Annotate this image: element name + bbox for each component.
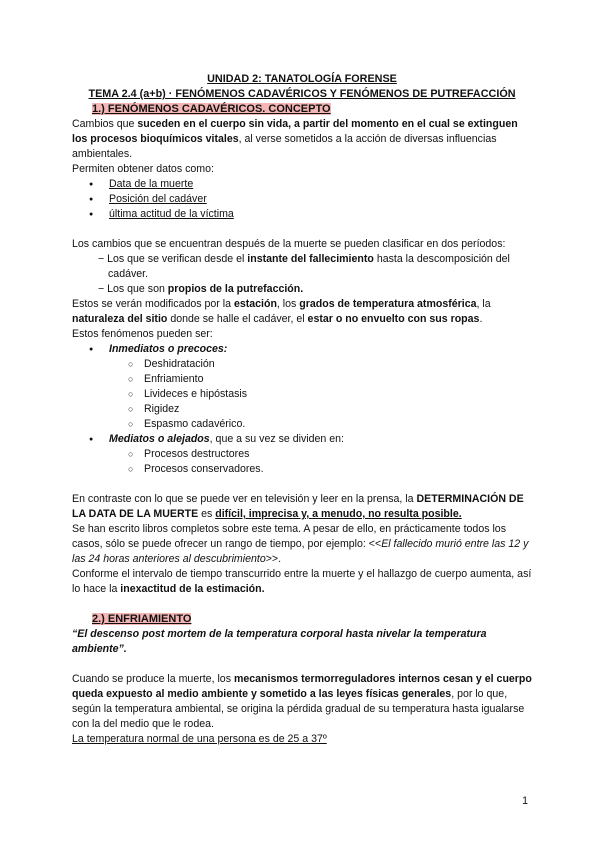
normal-temperature: La temperatura normal de una persona es de 25 a 37º (72, 733, 327, 745)
list-item: ● Posición del cadáver (72, 192, 532, 207)
list-item: ○ Deshidratación (72, 357, 532, 372)
topic-title: TEMA 2.4 (a+b) · FENÓMENOS CADAVÉRICOS Y FENÓMENOS DE PUTREFACCIÓN (88, 88, 516, 100)
periods-intro: Los cambios que se encuentran después de la muerte se pueden clasificar en dos períodos: (72, 238, 506, 250)
definition-quote: “El descenso post mortem de la temperatura corporal hasta nivelar la temperatura ambiente”. (72, 628, 487, 655)
list-item: ○ Procesos conservadores. (72, 462, 532, 477)
phenomena-intro: Estos fenómenos pueden ser: (72, 328, 213, 340)
list-item: ○ Procesos destructores (72, 447, 532, 462)
cooling-paragraph: Cuando se produce la muerte, los mecanismos termorreguladores internos cesan y el cuerpo queda expuesto al medio ambiente y sometido a las leyes físicas generales, por lo que, según la temperatura ambiental, se origina la pérdida gradual de su temperatura hasta igualarse con la del medio que le rodea. (72, 673, 532, 730)
immediate-sublist (72, 357, 532, 432)
list-item-immediate: ● Inmediatos o precoces: (72, 342, 532, 357)
list-item: ○ Rigidez (72, 402, 532, 417)
data-intro: Permiten obtener datos como: (72, 163, 214, 175)
interval-paragraph: Conforme el intervalo de tiempo transcurrido entre la muerte y el hallazgo de cuerpo aumenta, así lo hace la inexactitud de la estimación. (72, 568, 532, 595)
period-1: − Los que se verifican desde el instante del fallecimiento hasta la descomposición del cadáver. (98, 253, 510, 280)
page-number: 1 (522, 795, 528, 807)
section-2-title: 2.) ENFRIAMIENTO (92, 613, 192, 625)
phenomena-list-2 (72, 432, 532, 447)
unit-title: UNIDAD 2: TANATOLOGÍA FORENSE (207, 73, 397, 85)
concept-paragraph: Cambios que suceden en el cuerpo sin vida, a partir del momento en el cual se extinguen los procesos bioquímicos vitales, al verse sometidos a la acción de diversas influencias ambientales. (72, 118, 518, 160)
modifiers-paragraph: Estos se verán modificados por la estación, los grados de temperatura atmosférica, la naturaleza del sitio donde se halle el cadáver, el estar o no envuelto con sus ropas. (72, 298, 491, 325)
list-item-mediate: ● Mediatos o alejados, que a su vez se dividen en: (72, 432, 532, 447)
list-item: ● última actitud de la víctima (72, 207, 532, 222)
list-item: ○ Enfriamiento (72, 372, 532, 387)
mediate-sublist (72, 447, 532, 477)
books-paragraph: Se han escrito libros completos sobre este tema. A pesar de ello, en prácticamente todos los casos, sólo se puede ofrecer un rango de tiempo, por ejemplo: <<El fallecido murió entre las 12 y las 24 horas anteriores al descubrimiento>>. (72, 523, 529, 565)
period-2: − Los que son propios de la putrefacción. (98, 283, 304, 295)
contrast-paragraph: En contraste con lo que se puede ver en televisión y leer en la prensa, la DETERMINACIÓN DE LA DATA DE LA MUERTE es difícil, imprecisa y, a menudo, no resulta posible. (72, 493, 524, 520)
data-list (72, 177, 532, 222)
phenomena-list (72, 342, 532, 357)
document-page (72, 72, 532, 747)
list-item: ○ Espasmo cadavérico. (72, 417, 532, 432)
list-item: ● Data de la muerte (72, 177, 532, 192)
section-1-title: 1.) FENÓMENOS CADAVÉRICOS. CONCEPTO (92, 103, 331, 115)
list-item: ○ Livideces e hipóstasis (72, 387, 532, 402)
